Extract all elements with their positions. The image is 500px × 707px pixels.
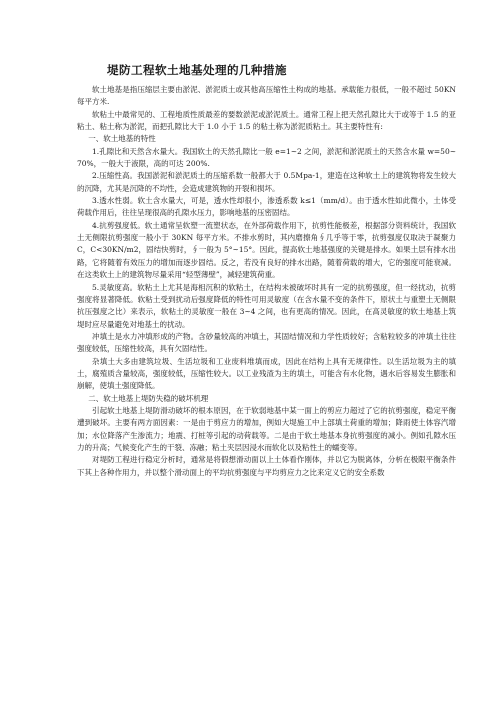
section-heading: 二、软土地基上堤防失稳的破坏机理 (88, 393, 209, 403)
paragraph: 1.孔隙比和天然含水量大。我国软土的天然孔隙比一般 e=1~2 之间，淤泥和淤泥质土的天然含水量 w=50~70%，一般大于液限，高的可达 200%. (77, 146, 456, 169)
paragraph: 冲填土是水力冲填形成的产物。含砂量较高的冲填土，其固结情况和力学性质较好；含粘粒较多的冲填土往往强度较低，压缩性较高，具有欠固结性。 (77, 331, 456, 354)
paragraph: 杂填土大多由建筑垃圾、生活垃圾和工业废料堆填而成，因此在结构上具有无规律性。以生活垃圾为主的填土，腐殖质含量较高，强度较低，压缩性较大。以工业残渣为主的填土，可能含有水化物，遇水后容易发生膨胀和崩解，使填土强度降低。 (77, 356, 456, 391)
paragraph: 软土地基是指压缩层主要由淤泥、淤泥质土或其他高压缩性土构成的地基。承载能力很低，一般不超过 50KN 每平方米. (77, 85, 456, 107)
paragraph: 4.抗剪强度低。软土通常呈软塑一流塑状态，在外部荷载作用下，抗剪性能极差，根据部分资料统计，我国软土无侧限抗剪强度一般小于 30KN 每平方米。不排水剪时，其内磨擦角∮几乎等于零，抗剪强度仅取决于凝聚力 C，C<30KN/m2，固结快剪时，∮一般为 5°~15°。因此，提高软土地基强度的关键是排水。如果土层有排水出路，它将随着有效压力的增加而逐步固结。反之，若没有良好的排水出路，随着荷载的增大，它的强度可能衰减。在这类软土上的建筑物尽量采用“轻型薄壁”，减轻建筑荷重。 (77, 220, 456, 280)
section-heading: 一、软土地基的特性 (88, 134, 156, 144)
paragraph: 对堤防工程进行稳定分析时，通常是将假想滑动面以上土体看作刚体，并以它为脱离体，分析在极限平衡条件下其上各种作用力，并以整个滑动面上的平均抗剪强度与平均剪应力之比来定义它的安全系数 (77, 455, 456, 477)
paragraph: 软粘土中最常见的、工程地质性质最差的要数淤泥或淤泥质土。通常工程上把天然孔隙比大于或等于 1.5 的亚粘土、粘土称为淤泥，而把孔隙比大于 1.0 小于 1.5 的粘土称为淤泥质粘土。其主要特性有: (77, 109, 456, 132)
paragraph: 5.灵敏度高。软粘土上尤其是海相沉积的软粘土，在结构未被破坏时具有一定的抗剪强度，但一经扰动，抗剪强度将显著降低。软粘土受到扰动后强度降低的特性可用灵敏度（在含水量不变的条件下，原状土与重塑土无侧限抗压强度之比）来表示，软粘土的灵敏度一般在 3~4 之间，也有更高的情况。因此，在高灵敏度的软土地基上筑堤时应尽量避免对地基土的扰动。 (77, 282, 456, 329)
paragraph: 引起软土地基上堤防滑动破坏的根本原因，在于软弱地基中某一面上的剪应力超过了它的抗剪强度，稳定平衡遭到破坏。主要有两方面因素：一是由于剪应力的增加，例如大堤施工中上部填土荷重的增加；降雨使土体容汽增加；水位降落产生渗流力；地震、打桩等引起的动荷载等。二是由于软土地基本身抗剪强度的减小。例如孔隙水压力的升高；气候变化产生的干裂、冻融；粘土夹层因浸水而软化以及粘性土的蠕变等。 (77, 405, 456, 452)
paragraph: 3.透水性弱。软土含水量大，可是，透水性却很小，渗透系数 k≤1（mm/d）。由于透水性如此微小，土体受荷载作用后，往往呈现很高的孔隙水压力，影响地基的压密固结。 (77, 196, 456, 218)
document-body (77, 84, 456, 479)
document-title: 堤防工程软土地基处理的几种措施 (107, 63, 287, 77)
paragraph: 2.压缩性高。我国淤泥和淤泥质土的压缩系数一般都大于 0.5Mpa-1，建造在这种软土上的建筑物将发生较大的沉降，尤其是沉降的不均性，会造成建筑物的开裂和损坏。 (77, 171, 456, 193)
